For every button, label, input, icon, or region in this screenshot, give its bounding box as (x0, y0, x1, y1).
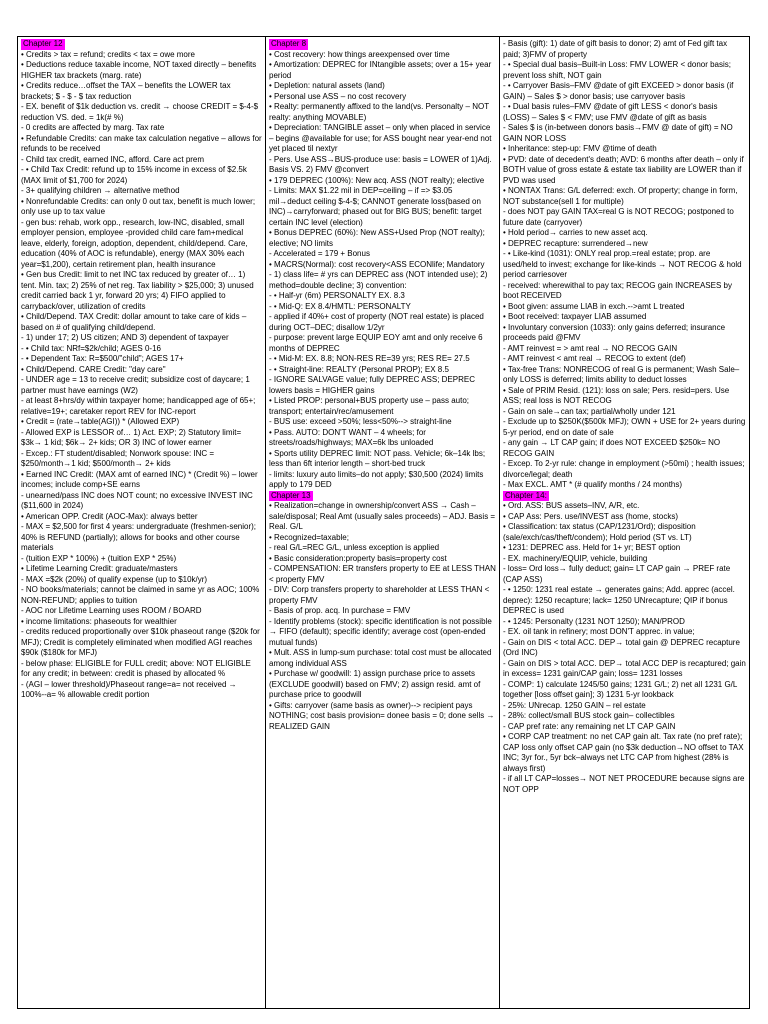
note-text: • Mult. ASS in lump-sum purchase: total cost must be allocated among individual ASS (269, 648, 492, 668)
note-text: • American OPP. Credit (AOC-Max): always better (21, 511, 198, 521)
note-text: - • Straight-line: REALTY (Personal PROP); EX 8.5 (269, 364, 449, 374)
note-text: • Sports utility DEPREC limit: NOT pass. Vehicle; 6k–14k lbs; less than 6ft interior length – short-bed truck (269, 448, 486, 468)
note-text: • Pass. AUTO: DON'T WANT – 4 wheels; for streets/roads/highways; MAX=6k lbs unloaded (269, 427, 434, 447)
note-text: - purpose: prevent large EQUIP EOY amt and only receive 6 months of DEPREC (269, 333, 483, 353)
note-line (503, 81, 746, 102)
note-line (269, 249, 496, 260)
chapter-heading-label: Chapter 8 (271, 39, 307, 48)
note-text: - real G/L=REC G/L, unless exception is applied (269, 543, 440, 552)
note-text: - IGNORE SALVAGE value; fully DEPREC ASS; DEPREC lowers basis = HIGHER gains (269, 375, 475, 395)
note-text: - (AGI – lower threshold)/Phaseout range=a= not received → 100%--a= % allowable credit portion (21, 679, 237, 699)
note-text: • Tax-free Trans: NONRECOG of real G is permanent; Wash Sale– only LOSS is deferred; limits ability to deduct losses (503, 364, 740, 384)
note-line (503, 207, 746, 228)
note-text: - CAP pref rate: any remaining net LT CAP GAIN (503, 721, 676, 731)
note-text: • Credits > tax = refund; credits < tax = owe more (21, 49, 195, 59)
note-line (503, 155, 746, 187)
note-line (269, 333, 496, 354)
note-line (21, 449, 262, 470)
note-line (269, 176, 496, 187)
note-line (503, 722, 746, 733)
note-text: - applied if 40%+ cost of property (NOT real estate) is placed during OCT–DEC; disallow 1/2yr (269, 312, 484, 332)
note-text: • Bonus DEPREC (60%): New ASS+Used Prop (NOT realty); elective; NO limits (269, 228, 485, 248)
note-text: • MACRS(Normal): cost recovery<ASS ECONlife; Mandatory (269, 259, 485, 269)
note-line (269, 617, 496, 649)
note-line (269, 354, 496, 365)
chapter-heading (503, 491, 746, 502)
note-line (503, 354, 746, 365)
note-line (269, 186, 496, 228)
note-text: • Credit = (rate→table(AGI)) * (Allowed EXP) (21, 417, 180, 426)
note-text: • Classification: tax status (CAP/1231/Ord); disposition (sale/exch/cas/theft/condem); Hold period (ST vs. LT) (503, 522, 696, 542)
note-text: - Gain on DIS > total ACC. DEP→ total ACC DEP is recaptured; gain in excess= 1231 gain/CAP gain; loss= 1231 losses (503, 658, 746, 678)
note-text: - Child tax credit, earned INC, afford. Care act prem (21, 154, 205, 164)
note-text: • Depreciation: TANGIBLE asset – only when placed in service – begins @available for use; for ASS bought near year-end not yet placed til nextyr (269, 123, 492, 153)
note-line (21, 575, 262, 586)
note-line (21, 197, 262, 218)
note-text: • Earned INC Credit: (MAX amt of earned INC) * (Credit %) – lower incomes; include comp+SE earns (21, 469, 258, 489)
note-line (503, 512, 746, 523)
note-line (21, 81, 262, 102)
column-left (18, 37, 265, 1008)
note-line (21, 617, 262, 628)
note-text: - credits reduced proportionally over $10k phaseout range ($20k for MFJ); Credit is completely eliminated when modified AGI reaches $90k ($180k for MFJ) (21, 627, 260, 657)
note-text: - NO books/materials; cannot be claimed in same yr as AOC; 100% NON-REFUND; applies to tuition (21, 585, 260, 605)
column-middle (265, 37, 499, 1008)
note-text: - Basis of prop. acq. In purchase = FMV (269, 606, 411, 615)
note-line (503, 701, 746, 712)
note-line (269, 92, 496, 103)
note-text: - • Mid-Q: EX 8.4/HMTL: PERSONALTY (269, 301, 411, 311)
note-line (21, 123, 262, 134)
note-text: - Max EXCL. AMT * (# qualify months / 24 months) (503, 480, 683, 489)
note-line (21, 428, 262, 449)
note-text: - gen bus: rehab, work opp., research, low-INC, disabled, small employer pension, employee -provided child care fam+medical leave, elderly, foreign, adoption, dependent, child/depend. Care, education (40% of AOC is refundable), energy (MAX 30% each year=$1,200), certain retirement plan, health insurance (21, 217, 248, 269)
note-line (503, 627, 746, 638)
note-text: • Gen bus Credit: limit to net INC tax reduced by greater of… 1) tent. Min. tax; 2) 25% of net reg. Tax liability > $25,000; 3) unused credit carried back 1 yr, forward 20 yrs; 4) FIFO applied to carryback/over, utilization of credits (21, 270, 254, 311)
note-line (269, 81, 496, 92)
note-line (21, 186, 262, 197)
note-text: - below phase: ELIGIBLE for FULL credit; above: NOT ELIGIBLE for any credit; in between: credit is phased by allocated % (21, 658, 251, 678)
note-line (503, 438, 746, 459)
note-text: - • Child Tax Credit: refund up to 15% income in excess of $2.5k (MAX limit of $1,700 for 2024) (21, 165, 247, 185)
note-text: - COMPENSATION: ER transfers property to EE at LESS THAN < property FMV (269, 564, 496, 584)
note-text: - COMP: 1) calculate 1245/50 gains; 1231 G/L; 2) net all 1231 G/L together [loss offset gain]; 3) 1231 5-yr lookback (503, 679, 738, 699)
note-text: • PVD: date of decedent's death; AVD: 6 months after death – only if BOTH value of gross estate & estate tax liability are LOWER than if PVD was used (503, 154, 744, 185)
note-text: - • Like-kind (1031): ONLY real prop.=real estate; prop. are used/held to invest; exchange for like-kinds → NOT RECOG & hold period carriesover (503, 249, 742, 279)
note-text: • Amortization: DEPREC for INtangible assets; over a 15+ year period (269, 60, 492, 80)
column-right (499, 37, 749, 1008)
note-line (503, 564, 746, 585)
note-line (503, 638, 746, 659)
note-text: - BUS use: exceed >50%; less<50%--> straight-line (269, 417, 452, 426)
note-line (269, 564, 496, 585)
chapter-heading (269, 491, 496, 502)
note-line (21, 165, 262, 186)
note-line (21, 50, 262, 61)
note-text: • Credits reduce…offset the TAX – benefits the LOWER tax brackets; $ - $ - $ tax reduction (21, 81, 231, 101)
note-text: - if all LT CAP=losses→ NOT NET PROCEDURE because signs are NOT OPP (503, 774, 745, 794)
note-line (269, 669, 496, 701)
note-text: - 0 credits are affected by marg. Tax rate (21, 123, 165, 132)
note-line (21, 522, 262, 554)
note-line (503, 123, 746, 144)
note-text: - Excep.: FT student/disabled; Nonwork spouse: INC = $250/month→1 kid; $500/month→ 2+ kids (21, 448, 215, 468)
note-line (269, 375, 496, 396)
note-text: - MAX =$2k (20%) of qualify expense (up to $10k/yr) (21, 574, 208, 584)
note-line (21, 344, 262, 355)
note-text: - at least 8+hrs/dy within taxpayer home; handicapped age of 65+; relative=19+; caretaker report REV for INC-report (21, 396, 256, 416)
note-text: • Boot received: taxpayer LIAB assumed (503, 312, 647, 321)
note-text: • CAP Ass: Pers. use/INVEST ass (home, stocks) (503, 511, 679, 521)
note-line (21, 564, 262, 575)
note-text: • 179 DEPREC (100%): New acq. ASS (NOT realty); elective (269, 175, 485, 185)
note-text: - received: wherewithal to pay tax; RECOG gain INCREASES by boot RECEIVED (503, 280, 732, 300)
note-text: - Gain on sale→can tax; partial/wholly under 121 (503, 406, 676, 416)
note-text: • Purchase w/ goodwill: 1) assign purchase price to assets (EXCLUDE goodwill) based on FMV; 2) assign resid. amt of purchase price to goodwill (269, 669, 481, 699)
note-line (503, 302, 746, 313)
note-text: - 3+ qualifying children → alternative method (21, 186, 180, 195)
note-text: - Gain on DIS < total ACC. DEP→ total gain @ DEPREC recapture (Ord INC) (503, 637, 740, 657)
note-text: - • Carryover Basis–FMV @date of gift EXCEED > donor basis (if GAIN) – Sales $ > donor basis; use carryover basis (503, 81, 734, 101)
note-line (269, 585, 496, 606)
note-text: • DEPREC recapture: surrendered→new (503, 238, 648, 248)
note-line (21, 312, 262, 333)
note-text: • Personal use ASS – no cost recovery (269, 91, 407, 101)
note-text: - EX. benefit of $1k deduction vs. credit → choose CREDIT = $-4-$ reduction VS. ded. = 1k(# %) (21, 102, 259, 122)
note-line (269, 260, 496, 271)
note-text: • Child/Depend. TAX Credit: dollar amount to take care of kids – based on # of qualifying child/depend. (21, 312, 247, 332)
note-line (269, 155, 496, 176)
note-text: - AMT reinvest = > amt real → NO RECOG GAIN (503, 343, 678, 353)
chapter-heading (269, 39, 496, 50)
note-line (503, 249, 746, 281)
note-line (269, 102, 496, 123)
note-text: - • 1245: Personalty (1231 NOT 1250); MAN/PROD (503, 616, 685, 626)
note-text: • Sale of PRIM Resid. (121): loss on sale; Pers. resid=pers. Use ASS; real loss is NOT RECOG (503, 385, 730, 405)
note-text: - AMT reinvest < amt real → RECOG to extent (def) (503, 354, 686, 363)
note-line (269, 428, 496, 449)
note-line (503, 344, 746, 355)
note-line (269, 60, 496, 81)
note-text: - EX. machinery/EQUIP, vehicle, building (503, 553, 648, 563)
note-text: - • Child tax: NRf=$2k/child; AGES 0-16 (21, 343, 161, 353)
note-text: - any gain → LT CAP gain; if does NOT EXCEED $250k= NO RECOG GAIN (503, 438, 721, 458)
note-line (269, 533, 496, 544)
note-text: - 1) under 17; 2) US citizen; AND 3) dependent of taxpayer (21, 333, 229, 342)
note-text: - unearned/pass INC does NOT count; no excessive INVEST INC ($11,600 in 2024) (21, 490, 253, 510)
note-line (21, 512, 262, 523)
note-text: - (tuition EXP * 100%) + (tuition EXP * 25%) (21, 553, 177, 563)
note-text: - • Half-yr (6m) PERSONALTY EX. 8.3 (269, 291, 405, 300)
note-text: - • Dependent Tax: R=$500/"child"; AGES 17+ (21, 354, 184, 363)
note-line (503, 522, 746, 543)
note-text: • Realty: permanently affixed to the land(vs. Personalty – NOT realty: anything MOVABLE) (269, 102, 489, 122)
note-line (21, 155, 262, 166)
note-text: • Child/Depend. CARE Credit: "day care" (21, 364, 166, 374)
note-line (21, 417, 262, 428)
note-text: • Inheritance: step-up: FMV @time of death (503, 144, 657, 153)
note-line (503, 774, 746, 795)
note-line (269, 449, 496, 470)
note-text: - 28%: collect/small BUS stock gain– collectibles (503, 711, 675, 720)
note-text: - Allowed EXP is LESSOR of… 1) Act. EXP; 2) Statutory limit= $3k→ 1 kid; $6k→ 2+ kids; OR 3) INC of lower earner (21, 427, 242, 447)
note-line (269, 396, 496, 417)
note-text: • Lifetime Learning Credit: graduate/masters (21, 564, 178, 573)
note-line (21, 627, 262, 659)
note-text: • Refundable Credits: can make tax calculation negative – allows for refunds to be received (21, 133, 262, 153)
note-text: - Exclude up to $250K($500k MFJ); OWN + USE for 2+ years during 5-yr period, end on date of sale (503, 417, 746, 437)
note-text: • Gifts: carryover (same basis as owner)--> recipient pays NOTHING; cost basis provision= donee basis = 0; done sells → REALIZED GAIN (269, 700, 495, 731)
note-line (21, 354, 262, 365)
note-text: • Ord. ASS: BUS assets–INV, A/R, etc. (503, 501, 640, 510)
note-line (21, 396, 262, 417)
note-text: - Sales $ is (in-between donors basis→FMV @ date of gift) = NO GAIN NOR LOSS (503, 123, 733, 143)
note-line (503, 680, 746, 701)
note-line (269, 365, 496, 376)
note-text: - EX. oil tank in refinery; most DON'T apprec. in value; (503, 627, 695, 636)
note-line (503, 407, 746, 418)
note-line (21, 470, 262, 491)
note-line (269, 123, 496, 155)
note-line (503, 239, 746, 250)
note-text: - Limits: MAX $1.22 mil in DEP=ceiling – if => $3.05 mil→deduct ceiling $-4-$; CANNOT generate loss(based on INC)→carryforward; phased out for BIG BUS; benefit: target certain INC level (election) (269, 186, 482, 227)
note-line (269, 648, 496, 669)
note-line (503, 417, 746, 438)
chapter-heading-label: Chapter 13 (271, 490, 311, 500)
note-line (503, 186, 746, 207)
note-text: • Listed PROP: personal+BUS property use – pass auto; transport; entertain/rec/amusement (269, 396, 470, 416)
note-text: - limits: luxury auto limits–do not apply; $30,500 (2024) limits apply to 179 DED (269, 469, 484, 489)
note-text: - MAX = $2,500 for first 4 years: undergraduate (freshmen-senior); 40% is REFUND (partially); allows for books and other course materials (21, 522, 256, 552)
note-text: - loss= Ord loss→ fully deduct; gain= LT CAP gain → PREF rate (CAP ASS) (503, 564, 731, 584)
note-text: - • 1250: 1231 real estate → generates gains; Add. apprec (accel. deprec): 1250 recapture; lack= 1250 UNrecapture; QIP if bonus DEPREC is used (503, 585, 735, 615)
note-line (503, 386, 746, 407)
note-text: - Basis (gift): 1) date of gift basis to donor; 2) amt of Fed gift tax paid; 3)FMV of property (503, 39, 728, 59)
note-line (503, 480, 746, 491)
note-line (21, 606, 262, 617)
chapter-heading (21, 39, 262, 50)
note-text: - 1) class life= # yrs can DEPREC ass (NOT intended use); 2) method=double decline; 3) convention: (269, 270, 488, 290)
note-line (269, 312, 496, 333)
note-text: - Identify problems (stock): specific identification is not possible → FIFO (default); specific identify; average cost (open-ended mutual funds) (269, 616, 492, 647)
note-text: - DIV: Corp transfers property to shareholder at LESS THAN < property FMV (269, 585, 490, 605)
note-line (21, 218, 262, 271)
note-line (21, 270, 262, 312)
note-text: • Basic consideration:property basis=property cost (269, 553, 447, 563)
chapter-heading-label: Chapter 14: (505, 490, 547, 500)
note-line (21, 585, 262, 606)
note-line (21, 333, 262, 344)
note-line (21, 102, 262, 123)
note-line (269, 302, 496, 313)
note-line (21, 134, 262, 155)
note-text: • Nonrefundable Credits: can only 0 out tax, benefit is much lower; only use up to tax value (21, 196, 256, 216)
note-text: - • Mid-M: EX. 8.8; NON-RES RE=39 yrs; RES RE= 27.5 (269, 354, 470, 363)
note-line (269, 228, 496, 249)
note-line (503, 659, 746, 680)
note-text: • 1231: DEPREC ass. Held for 1+ yr; BEST option (503, 543, 681, 552)
note-line (503, 711, 746, 722)
note-line (269, 270, 496, 291)
note-line (269, 291, 496, 302)
note-text: - 25%: UNrecap. 1250 GAIN – rel estate (503, 700, 646, 710)
note-text: • Realization=change in ownership/convert ASS → Cash – sale/disposal; Real Amt (usually sales proceeds) – ADJ. Basis = Real. G/L (269, 501, 496, 531)
note-line (503, 281, 746, 302)
note-line (21, 375, 262, 396)
note-text: - • Special dual basis–Built-in Loss: FMV LOWER < donor basis; prevent loss shift, NOT gain (503, 60, 732, 80)
note-line (503, 617, 746, 628)
study-sheet (17, 36, 750, 1009)
note-line (21, 60, 262, 81)
note-text: - UNDER age = 13 to receive credit; subsidize cost of daycare; 1 partner must have earnings (W2) (21, 375, 250, 395)
note-line (269, 701, 496, 733)
note-line (503, 39, 746, 60)
note-text: • income limitations: phaseouts for wealthier (21, 616, 177, 626)
note-line (503, 60, 746, 81)
note-line (269, 417, 496, 428)
note-line (503, 501, 746, 512)
chapter-heading-label: Chapter 12 (23, 39, 63, 48)
note-text: - • Dual basis rules–FMV @date of gift LESS < donor's basis (LOSS) – Sales $ < FMV; use FMV @date of gift as basis (503, 102, 718, 122)
note-text: • Hold period→ carries to new asset acq. (503, 228, 648, 237)
note-text: • Boot given: assume LIAB in exch.-->amt L treated (503, 301, 685, 311)
note-line (503, 228, 746, 239)
note-line (503, 459, 746, 480)
note-line (503, 585, 746, 617)
note-text: • Deductions reduce taxable income, NOT taxed directly – benefits HIGHER tax brackets (marg. rate) (21, 60, 257, 80)
note-line (21, 680, 262, 701)
note-line (503, 543, 746, 554)
note-text: • Cost recovery: how things areexpensed over time (269, 49, 450, 59)
note-line (269, 501, 496, 533)
note-text: • NONTAX Trans: G/L deferred: exch. Of property; change in form, NOT substance(sell 1 for multiple) (503, 186, 738, 206)
note-text: • CORP CAP treatment: no net CAP gain alt. Tax rate (no pref rate); CAP loss only offset CAP gain (no $3k deduction→NO offset to TAX INC; 3yr for., 5yr bck–always net LTC CAP from highest (28% is always first) (503, 732, 744, 773)
note-line (21, 491, 262, 512)
note-line (21, 554, 262, 565)
note-line (503, 102, 746, 123)
note-line (503, 312, 746, 323)
note-text: - Accelerated = 179 + Bonus (269, 249, 370, 258)
note-line (503, 365, 746, 386)
note-text: - does NOT pay GAIN TAX=real G is NOT RECOG; postponed to future date (carryover) (503, 207, 734, 227)
note-line (269, 606, 496, 617)
note-text: - AOC nor Lifetime Learning uses ROOM / BOARD (21, 606, 202, 615)
note-line (503, 554, 746, 565)
note-text: • Recognized=taxable; (269, 532, 349, 542)
note-line (21, 365, 262, 376)
note-line (503, 732, 746, 774)
note-line (269, 470, 496, 491)
note-line (269, 543, 496, 554)
note-line (503, 323, 746, 344)
note-line (21, 659, 262, 680)
note-text: - Excep. To 2-yr rule: change in employment (>50mi) ; health issues; divorce/legal; death (503, 459, 745, 479)
note-line (269, 50, 496, 61)
note-text: - Pers. Use ASS→BUS-produce use: basis = LOWER of 1)Adj. Basis VS. 2) FMV @convert (269, 154, 492, 174)
note-text: • Involuntary conversion (1033): only gains deferred; insurance proceeds paid @FMV (503, 322, 726, 342)
note-line (503, 144, 746, 155)
note-text: • Depletion: natural assets (land) (269, 81, 385, 90)
note-line (269, 554, 496, 565)
